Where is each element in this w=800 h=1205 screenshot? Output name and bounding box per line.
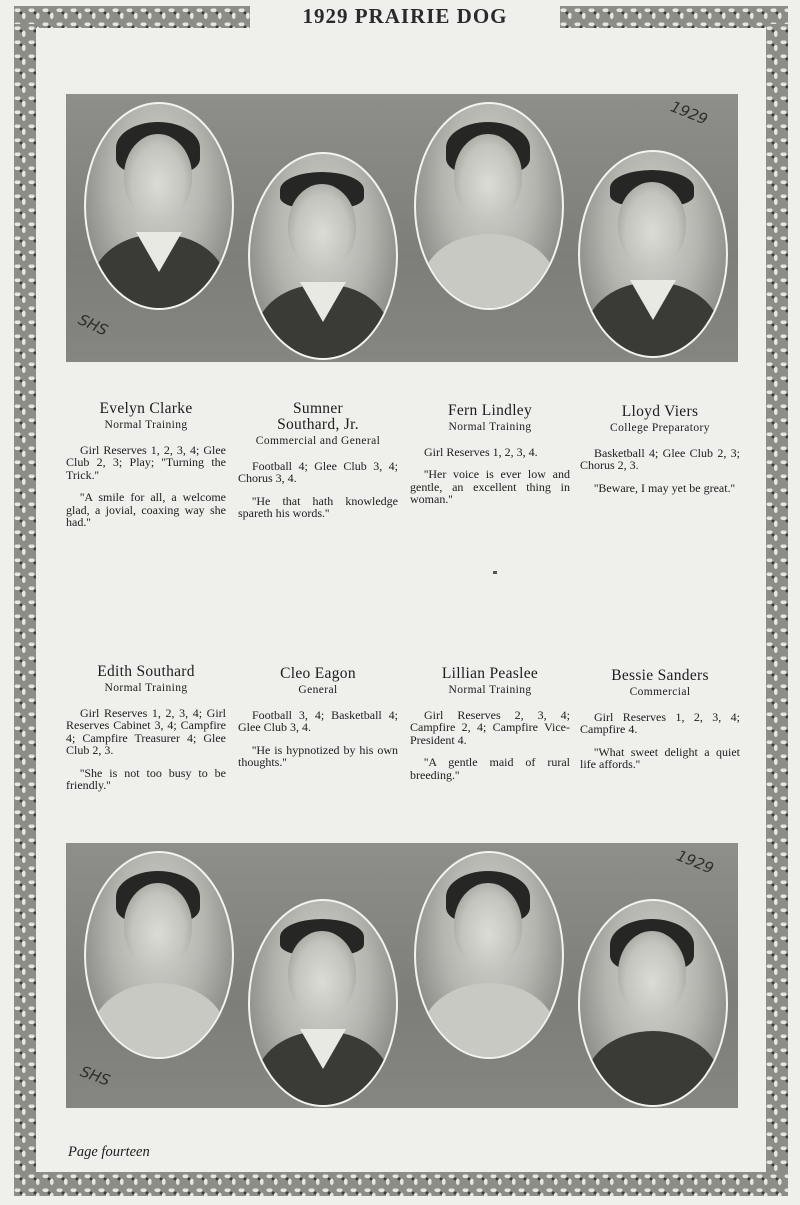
border-top-left	[14, 6, 250, 28]
photo-panel-top	[66, 94, 738, 362]
student-name: Evelyn Clarke	[99, 400, 193, 417]
student-name: Cleo Eagon	[280, 665, 356, 682]
portrait-sumner-southard	[248, 152, 398, 360]
student-activities: Girl Reserves 1, 2, 3, 4; Glee Club 2, 3; Play; ''Turning the Trick.''	[66, 442, 226, 482]
student-lloyd-viers	[580, 404, 740, 494]
student-quote: ''She is not too busy to be friendly.''	[66, 765, 226, 792]
student-edith-southard	[66, 664, 226, 792]
student-activities: Girl Reserves 1, 2, 3, 4; Girl Reserves Cabinet 3, 4; Campfire 4; Campfire Treasurer 4; Glee Club 2, 3.	[66, 705, 226, 757]
student-cleo-eagon	[238, 666, 398, 769]
student-course: Normal Training	[448, 421, 532, 433]
year-watermark: 1929	[674, 846, 717, 878]
student-course: Commercial and General	[255, 435, 381, 447]
student-activities: Basketball 4; Glee Club 2, 3; Chorus 2, 3.	[580, 445, 740, 472]
portrait-cleo-eagon	[248, 899, 398, 1107]
year-watermark: 1929	[668, 97, 711, 129]
portrait-lillian-peaslee	[414, 851, 564, 1059]
student-quote: ''Beware, I may yet be great.''	[594, 480, 735, 495]
student-name: Sumner Southard, Jr.	[277, 400, 359, 433]
student-quote: ''A smile for all, a welcome glad, a jovial, coaxing way she had.''	[66, 490, 226, 529]
student-sumner-southard	[238, 401, 398, 520]
student-name: Bessie Sanders	[611, 667, 709, 684]
photo-panel-bottom	[66, 843, 738, 1108]
student-bessie-sanders	[580, 668, 740, 771]
portrait-edith-southard	[84, 851, 234, 1059]
student-name: Lillian Peaslee	[441, 665, 539, 682]
student-activities: Football 4; Glee Club 3, 4; Chorus 3, 4.	[238, 458, 398, 485]
school-watermark: SHS	[77, 1062, 113, 1090]
student-activities: Girl Reserves 1, 2, 3, 4.	[424, 444, 538, 459]
student-fern-lindley	[410, 403, 570, 506]
student-course: Normal Training	[104, 419, 188, 431]
student-activities: Girl Reserves 1, 2, 3, 4; Campfire 4.	[580, 709, 740, 736]
border-bottom	[14, 1172, 788, 1196]
border-top-right	[560, 6, 788, 28]
student-name: Lloyd Viers	[621, 403, 699, 420]
student-quote: ''A gentle maid of rural breeding.''	[410, 755, 570, 782]
page-number: Page fourteen	[68, 1144, 150, 1160]
portrait-bessie-sanders	[578, 899, 728, 1107]
student-course: Normal Training	[448, 684, 532, 696]
student-quote: ''He that hath knowledge spareth his words.''	[238, 493, 398, 520]
student-quote: ''What sweet delight a quiet life affords.''	[580, 744, 740, 771]
school-watermark: SHS	[75, 310, 111, 340]
page-title: 1929 PRAIRIE DOG	[302, 4, 508, 28]
portrait-fern-lindley	[414, 102, 564, 310]
student-quote: ''Her voice is ever low and gentle, an excellent thing in woman.''	[410, 467, 570, 506]
student-quote: ''He is hypnotized by his own thoughts.''	[238, 742, 398, 769]
portrait-evelyn-clarke	[84, 102, 234, 310]
student-course: General	[298, 684, 338, 696]
student-course: Commercial	[629, 686, 691, 698]
student-evelyn-clarke	[66, 401, 226, 529]
student-course: College Preparatory	[610, 422, 710, 434]
student-activities: Girl Reserves 2, 3, 4; Campfire 2, 4; Campfire Vice-President 4.	[410, 707, 570, 747]
border-right	[766, 24, 788, 1196]
student-course: Normal Training	[104, 682, 188, 694]
student-lillian-peaslee	[410, 666, 570, 781]
student-activities: Football 3, 4; Basketball 4; Glee Club 3, 4.	[238, 707, 398, 734]
print-speck	[493, 571, 497, 574]
student-name: Edith Southard	[97, 663, 195, 680]
border-left	[14, 24, 36, 1196]
student-name: Fern Lindley	[447, 402, 533, 419]
portrait-lloyd-viers	[578, 150, 728, 358]
